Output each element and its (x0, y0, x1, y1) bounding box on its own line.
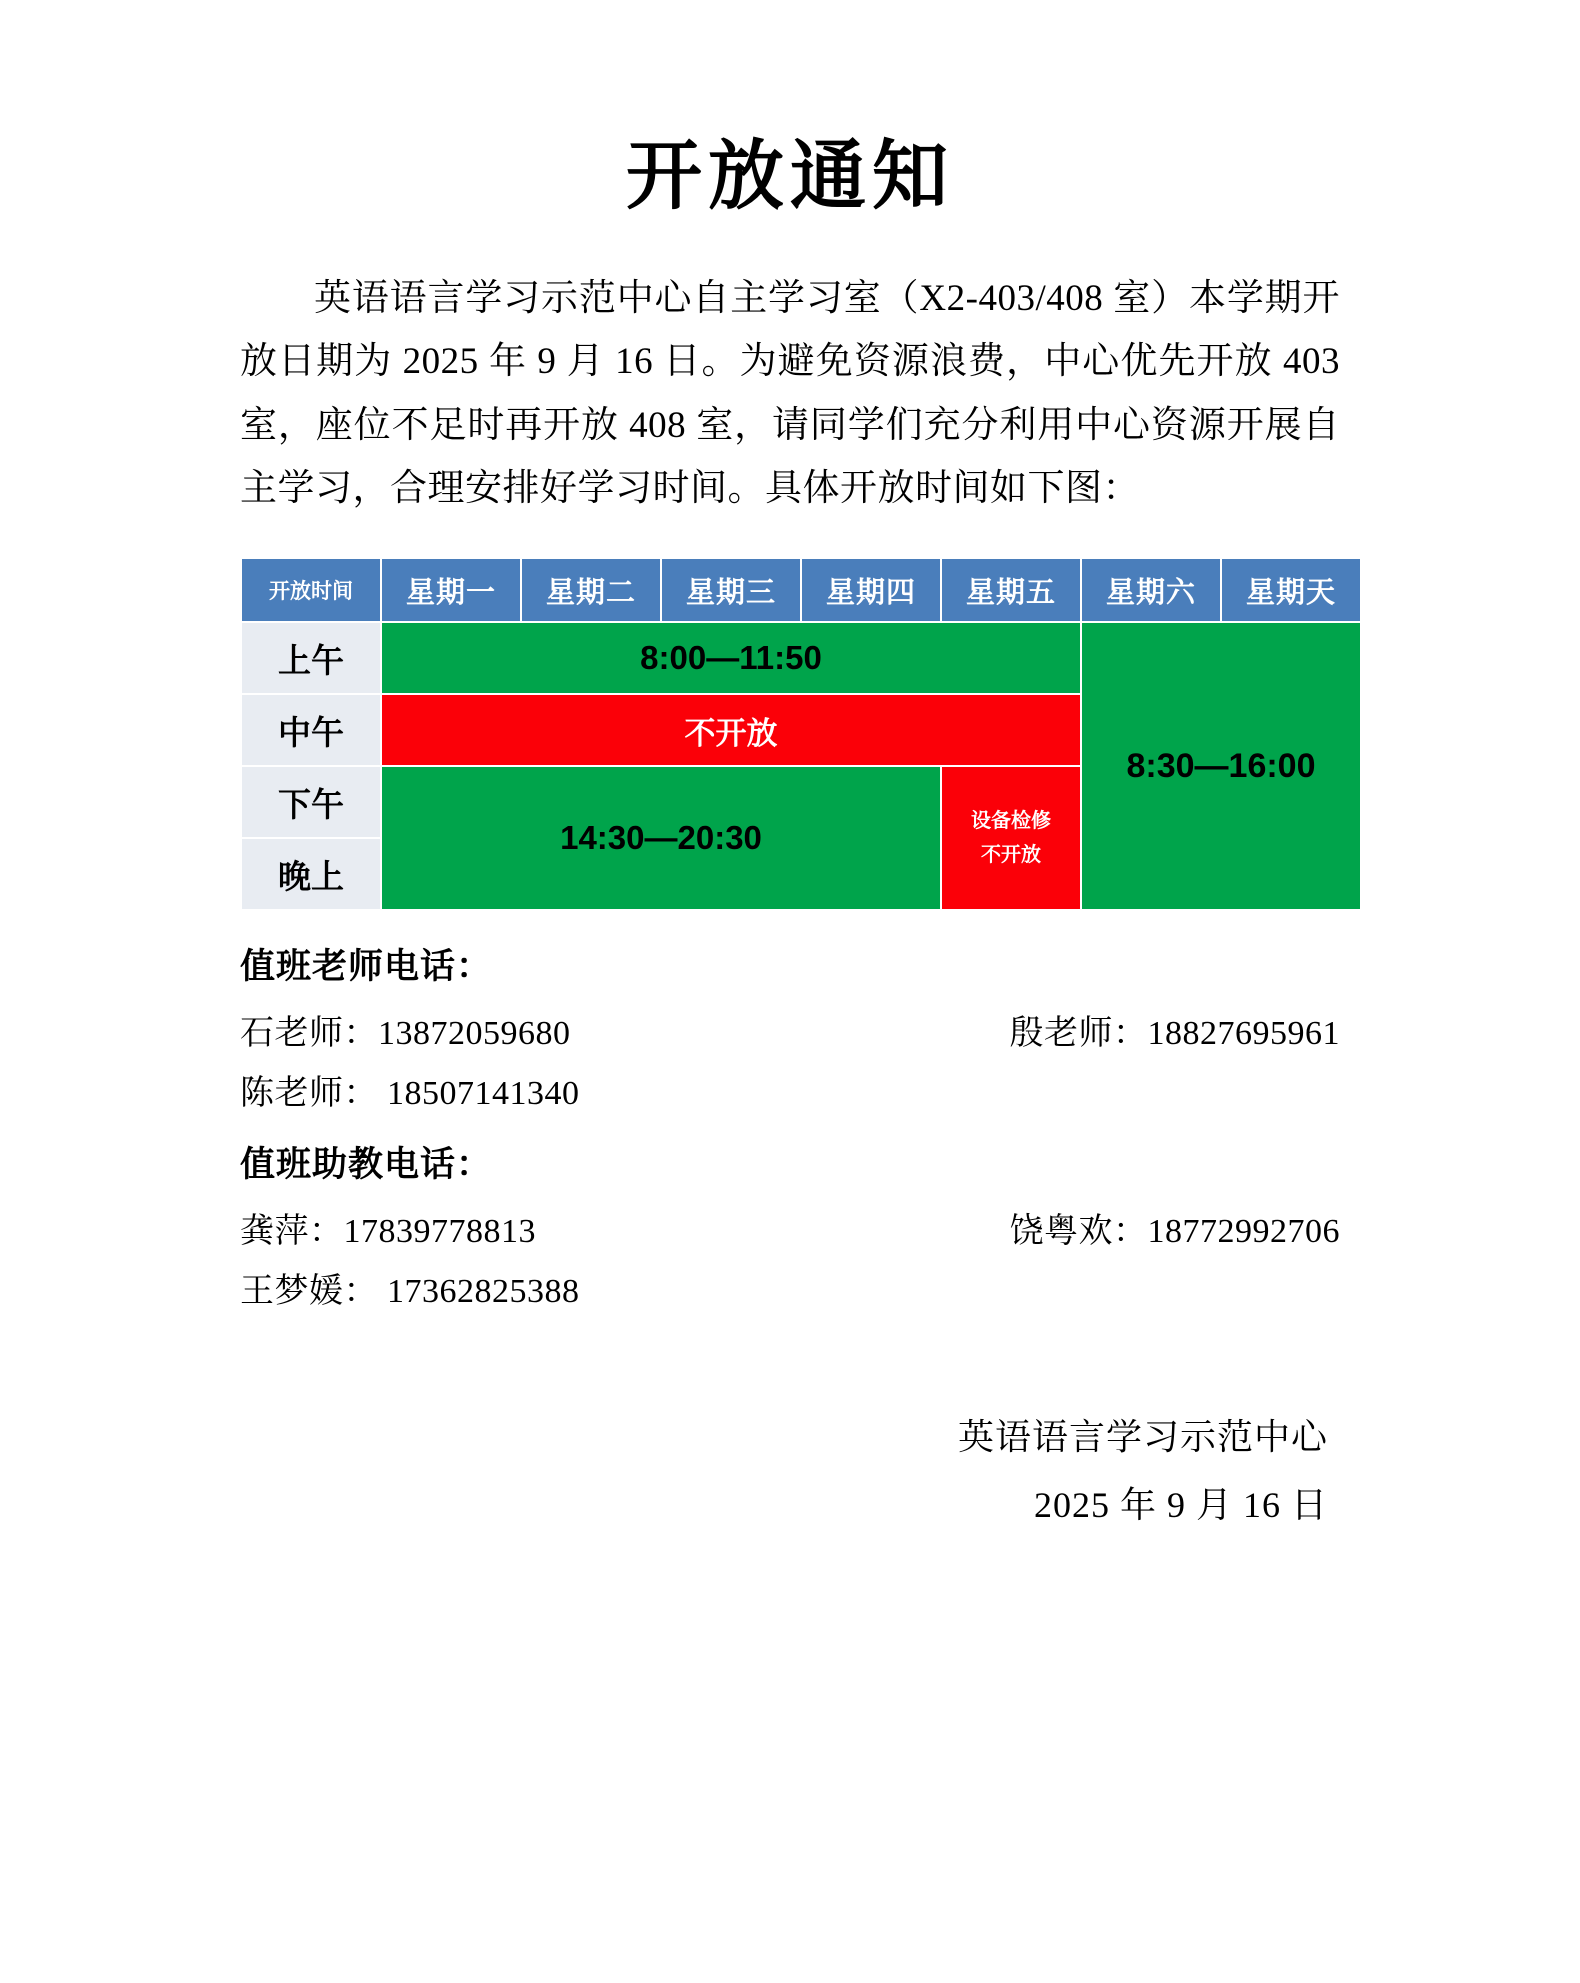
header-friday: 星期五 (941, 558, 1081, 622)
friday-maintenance-line1: 设备检修 (971, 810, 1051, 833)
assistant-phone-heading: 值班助教电话： (240, 1145, 493, 1185)
header-monday: 星期一 (381, 558, 521, 622)
assistant-contact-raoyuehuan: 饶粤欢：18772992706 (1009, 1213, 1340, 1251)
header-open-time: 开放时间 (241, 558, 381, 622)
teacher-contact-yin: 殷老师：18827695961 (1009, 1015, 1340, 1053)
teacher-contact-row (240, 1005, 1340, 1053)
cell-friday-maintenance (941, 766, 1081, 910)
header-tuesday: 星期二 (521, 558, 661, 622)
rowhead-evening: 晚上 (241, 838, 381, 910)
rowhead-morning: 上午 (241, 622, 381, 694)
teacher-contact-chen: 陈老师： 18507141340 (240, 1075, 580, 1113)
assistant-contact-gongping: 龚萍：17839778813 (240, 1213, 536, 1251)
header-wednesday: 星期三 (661, 558, 801, 622)
header-thursday: 星期四 (801, 558, 941, 622)
rowhead-noon: 中午 (241, 694, 381, 766)
table-header-row (241, 558, 1361, 622)
header-saturday: 星期六 (1081, 558, 1221, 622)
document-page (0, 135, 1580, 1983)
cell-weekend-hours: 8:30—16:00 (1081, 622, 1361, 910)
notice-paragraph: 英语语言学习示范中心自主学习室（X2-403/408 室）本学期开放日期为 2025 年 9 月 16 日。为避免资源浪费，中心优先开放 403 室，座位不足时再开放 408 室，请同学们充分利用中心资源开展自主学习，合理安排好学习时间。具体开放时间如下图： (240, 277, 1340, 510)
signature-organization: 英语语言学习示范中心 (957, 1417, 1328, 1458)
rowhead-afternoon: 下午 (241, 766, 381, 838)
cell-morning-weekday: 8:00—11:50 (381, 622, 1081, 694)
teacher-phone-heading: 值班老师电话： (240, 947, 493, 987)
assistant-contact-wangmengyuan: 王梦媛： 17362825388 (240, 1273, 580, 1311)
cell-noon-closed: 不开放 (381, 694, 1081, 766)
header-sunday: 星期天 (1221, 558, 1361, 622)
friday-maintenance-line2: 不开放 (981, 844, 1041, 867)
cell-afternoon-evening-weekday: 14:30—20:30 (381, 766, 941, 910)
teacher-contact-row (240, 1065, 1340, 1113)
signature-date: 2025 年 9 月 16 日 (1033, 1485, 1328, 1526)
table-row-morning (241, 622, 1361, 694)
page-title: 开放通知 (626, 134, 954, 219)
assistant-contact-row (240, 1263, 1340, 1311)
signature-block (240, 1403, 1340, 1540)
schedule-table (240, 557, 1362, 911)
assistant-contact-row (240, 1203, 1340, 1251)
teacher-contact-shi: 石老师：13872059680 (240, 1015, 571, 1053)
